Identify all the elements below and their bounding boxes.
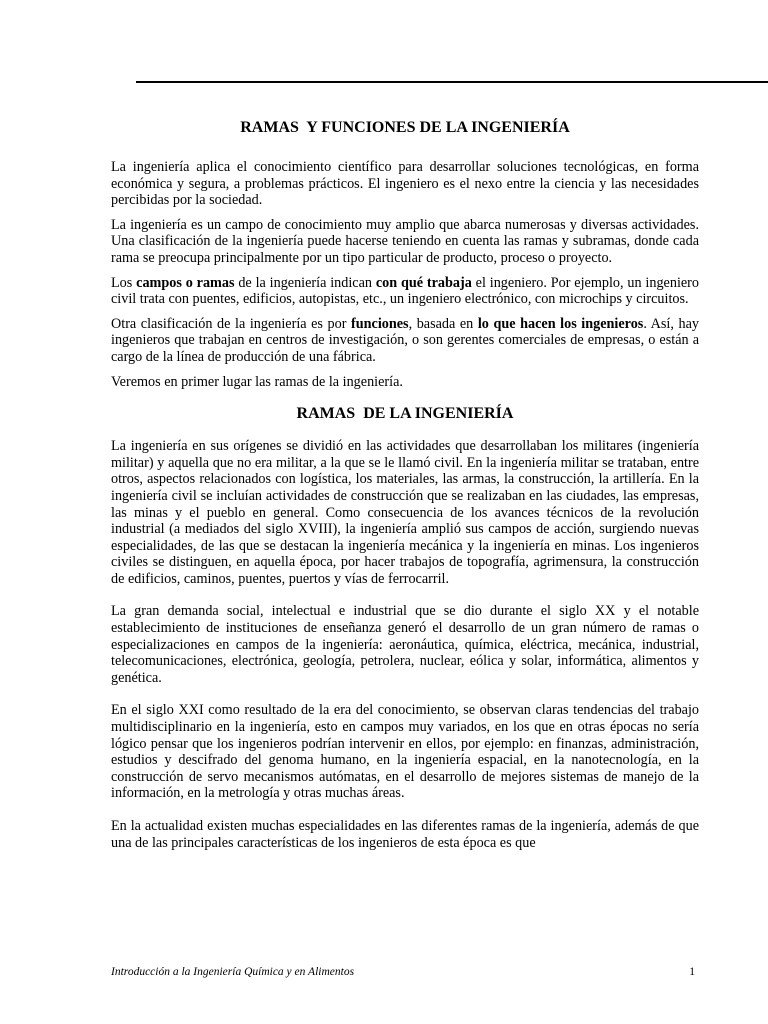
paragraph-siglo-xx: La gran demanda social, intelectual e industrial que se dio durante el siglo XX y el notable establecimiento de instituciones de enseñanza generó el desarrollo de un gran número de ramas o especializaciones en campos de la ingeniería: aeronáutica, química, eléctrica, mecánica, industrial, telecomunicaciones, electrónica, geología, petrolera, nuclear, eólica y solar, informática, alimentos y genética.: [111, 603, 699, 686]
paragraph-campos: [111, 275, 699, 308]
paragraph-classification: La ingeniería es un campo de conocimiento muy amplio que abarca numerosas y diversas actividades. Una clasificación de la ingeniería puede hacerse teniendo en cuenta las ramas y subramas, donde cada rama se preocupa principalmente por un tipo particular de producto, proceso o proyecto.: [111, 216, 699, 266]
text-run: Los: [111, 274, 137, 291]
text-run: . Así, hay ingenieros que trabajan en centros de investigación, o son gerentes comerciales de empresas, o están a cargo de la línea de producción de una fábrica.: [111, 315, 699, 365]
paragraph-siglo-xxi: En el siglo XXI como resultado de la era del conocimiento, se observan claras tendencias del trabajo multidisciplinario en la ingeniería, esto en campos muy variados, en los que en otras épocas no sería lógico pensar que los ingenieros podrían intervenir en ellos, por ejemplo: en finanzas, administración, estudios y descifrado del genoma humano, en la ingeniería espacial, en la nanotecnología, en la construcción de servo mecanismos autómatas, en el desarrollo de mejores sistemas de manejo de la información, en la metrología y otras muchas áreas.: [111, 702, 699, 802]
page-footer: [111, 966, 695, 978]
text-run: el ingeniero. Por ejemplo, un ingeniero civil trata con puentes, edificios, autopistas, etc., un ingeniero electrónico, con microchips y circuitos.: [111, 274, 700, 308]
paragraph-intro: La ingeniería aplica el conocimiento científico para desarrollar soluciones tecnológicas, en forma económica y segura, a problemas prácticos. El ingeniero es el nexo entre la ciencia y las necesidades percibidas por la sociedad.: [111, 159, 699, 209]
paragraph-veremos: Veremos en primer lugar las ramas de la ingeniería.: [111, 373, 403, 390]
paragraph-funciones: [111, 316, 699, 366]
text-run: , basada en: [408, 315, 478, 332]
document-title: RAMAS Y FUNCIONES DE LA INGENIERÍA: [240, 119, 570, 136]
bold-term: con qué trabaja: [375, 274, 472, 291]
paragraph-origenes: La ingeniería en sus orígenes se dividió en las actividades que desarrollaban los militares (ingeniería militar) y aquella que no era militar, a la que se le llamó civil. En la ingeniería militar se trataban, entre otros, aspectos relacionados con logística, los materiales, las armas, la construcción, la artillería. En la ingeniería civil se incluían actividades de construcción que se realizaban en las ciudades, las empresas, las minas y el pueblo en general. Como consecuencia de los avances técnicos de la revolución industrial (a mediados del siglo XVIII), la ingeniería amplió sus campos de acción, surgiendo nuevas especialidades, de las que se destacan la ingeniería mecánica y la ingeniería en minas. Los ingenieros civiles se distinguen, en aquella época, por hacer trabajos de topografía, agrimensura, la construcción de edificios, caminos, puentes, puertos y vías de ferrocarril.: [111, 438, 699, 587]
paragraph-actualidad: En la actualidad existen muchas especialidades en las diferentes ramas de la ingeniería, además de que una de las principales características de los ingenieros de esta época es que: [111, 818, 699, 851]
bold-term: funciones: [351, 315, 409, 332]
document-body: [111, 118, 699, 859]
footer-title: Introducción a la Ingeniería Química y en Alimentos: [111, 966, 355, 978]
header-rule: [136, 81, 768, 83]
text-run: Otra clasificación de la ingeniería es por: [111, 315, 352, 332]
text-run: de la ingeniería indican: [234, 274, 376, 291]
page-number: 1: [689, 966, 695, 978]
bold-term: lo que hacen los ingenieros: [477, 315, 644, 332]
bold-term: campos o ramas: [136, 274, 235, 291]
section-title: RAMAS DE LA INGENIERÍA: [296, 405, 514, 423]
